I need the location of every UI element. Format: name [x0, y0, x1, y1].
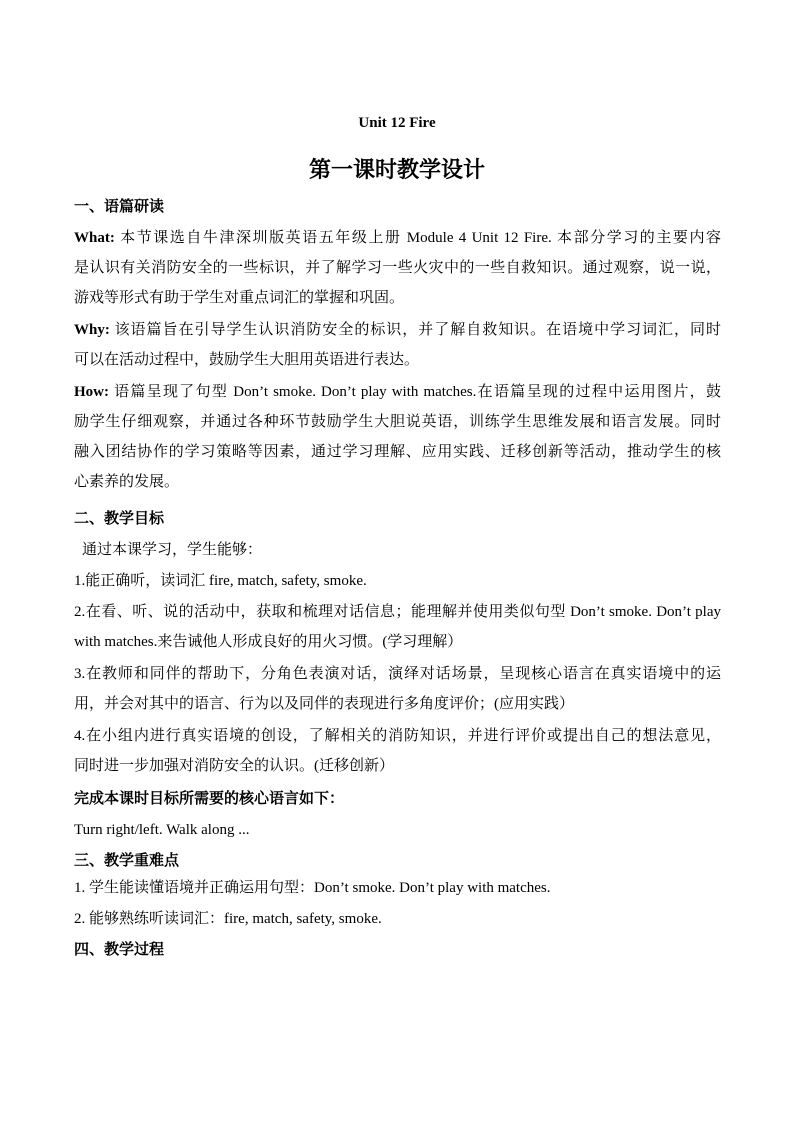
why-text-1: 该语篇旨在引导学生认识消防安全的标识，并了解自救知识。在语境中学习词汇，同时 [114, 322, 721, 338]
what-text-1: 本节课选自牛津深圳版英语五年级上册 Module 4 Unit 12 Fire. 本部分学习的主要内容 [120, 230, 722, 246]
how-line-1 [74, 382, 721, 402]
what-line-1 [74, 228, 721, 248]
core-language-text: Turn right/left. Walk along ... [74, 822, 250, 838]
objective-1: 1.能正确听，读词汇 fire, match, safety, smoke. [74, 573, 367, 589]
section-heading-objectives: 二、教学目标 [74, 511, 165, 527]
what-line-3: 游戏等形式有助于学生对重点词汇的掌握和巩固。 [74, 290, 405, 306]
objective-4-line-1: 4.在小组内进行真实语境的创设，了解相关的消防知识，并进行评价或提出自己的想法意见， [74, 728, 721, 744]
section-heading-text-analysis: 一、语篇研读 [74, 199, 165, 215]
why-line-2: 可以在活动过程中，鼓励学生大胆用英语进行表达。 [74, 352, 420, 368]
how-line-2: 励学生仔细观察，并通过各种环节鼓励学生大胆说英语，训练学生思维发展和语言发展。同时 [74, 414, 721, 430]
objective-2-line-2: with matches.来告诫他人形成良好的用火习惯。(学习理解） [74, 634, 463, 650]
objective-3-line-1: 3.在教师和同伴的帮助下，分角色表演对话，演绎对话场景，呈现核心语言在真实语境中的运 [74, 666, 721, 682]
objective-2-line-1: 2.在看、听、说的活动中，获取和梳理对话信息；能理解并使用类似句型 Don’t smoke. Don’t play [74, 604, 721, 620]
how-line-4: 心素养的发展。 [74, 474, 180, 490]
key-point-2: 2. 能够熟练听读词汇：fire, match, safety, smoke. [74, 911, 382, 927]
how-label: How: [74, 384, 109, 400]
unit-title: Unit 12 Fire [358, 115, 436, 131]
objective-3-line-2: 用，并会对其中的语言、行为以及同伴的表现进行多角度评价；(应用实践） [74, 696, 574, 712]
what-label: What: [74, 230, 115, 246]
lesson-title: 第一课时教学设计 [308, 157, 485, 182]
how-line-3: 融入团结协作的学习策略等因素，通过学习理解、应用实践、迁移创新等活动，推动学生的核 [74, 444, 721, 460]
what-line-2: 是认识有关消防安全的一些标识，并了解学习一些火灾中的一些自救知识。通过观察，说一说， [74, 260, 721, 276]
objectives-intro: 通过本课学习，学生能够： [82, 542, 263, 558]
key-point-1: 1. 学生能读懂语境并正确运用句型：Don’t smoke. Don’t play with matches. [74, 880, 551, 896]
how-text-1: 语篇呈现了句型 Don’t smoke. Don’t play with matches.在语篇呈现的过程中运用图片，鼓 [114, 384, 721, 400]
objective-4-line-2: 同时进一步加强对消防安全的认识。(迁移创新） [74, 758, 394, 774]
why-line-1 [74, 320, 721, 340]
section-heading-key-points: 三、教学重难点 [74, 853, 180, 869]
why-label: Why: [74, 322, 110, 338]
core-language-heading: 完成本课时目标所需要的核心语言如下： [74, 791, 345, 807]
section-heading-process: 四、教学过程 [74, 942, 165, 958]
